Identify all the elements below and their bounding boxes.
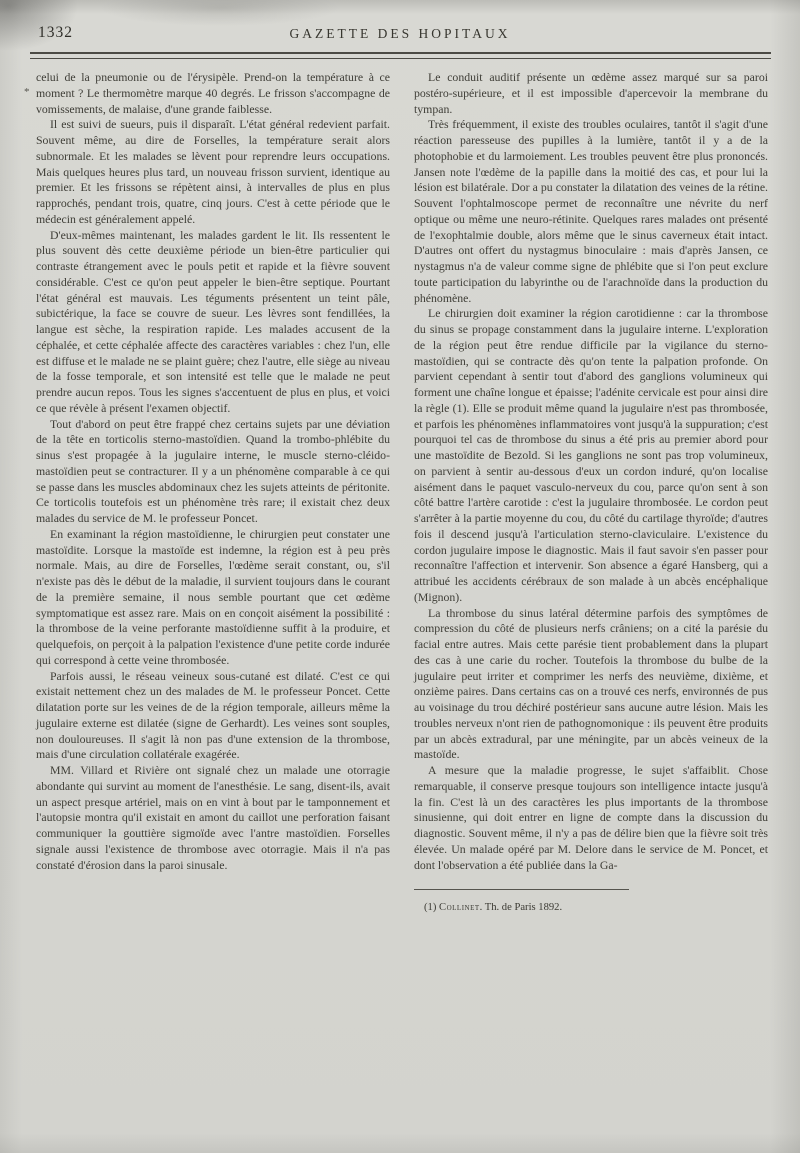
footnote-text <box>414 900 768 916</box>
footnote-rest: . Th. de Paris 1892. <box>479 902 563 914</box>
page-number: 1332 <box>38 24 73 41</box>
paragraph: A mesure que la maladie progresse, le sujet s'affaiblit. Chose remarquable, il conserve presque toujours son intelligence intacte jusqu'à la fin. C'est là un des caractères les plus importants de la thrombose sinusienne, qui doit entrer en ligne de compte dans la discussion du diagnostic. Souvent même, il n'y a pas de délire bien que la fièvre soit très élevée. Un malade opéré par M. Delore dans le service de M. Poncet, et dont l'observation a été publiée dans la Ga- <box>414 763 768 872</box>
footnote-ref: (1) <box>424 902 440 914</box>
article-body <box>36 70 768 916</box>
journal-title: GAZETTE DES HOPITAUX <box>289 26 511 41</box>
paragraph: MM. Villard et Rivière ont signalé chez un malade une otorragie abondante qui survint au moment de l'anesthésie. Le sang, disent-ils, avait un aspect presque artériel, mais on en vint à bout par le tamponnement et l'autopsie montra qu'il existait en amont du caillot une perforation faisant communiquer la gouttière sigmoïde avec l'antre mastoïdien. Forselles signale aussi l'existence de thrombose avec otorragie. Mais il n'a pas constaté d'érosion dans la paroi sinusale. <box>36 763 390 872</box>
footnote <box>414 889 768 916</box>
paragraph: La thrombose du sinus latéral détermine parfois des symptômes de compression du côté de plusieurs nerfs crâniens; on a cité la parésie du facial entre autres. Mais cette parésie tient probablement dans la plupart des cas à une carie du rocher. Toutefois la thrombose du bulbe de la jugulaire peut irriter et comprimer les nerfs des neuvième, dixième, et onzième paires. Dans certains cas on a trouvé ces nerfs, environnés de pus au voisinage du trou déchiré postérieur sans aucune autre lésion. Mais les troubles nerveux n'ont rien de pathognomonique : ils peuvent être produits par un abcès extradural, par une méningite, par un abcès veineux de la mastoïde. <box>414 605 768 762</box>
paragraph: Le conduit auditif présente un œdème assez marqué sur sa paroi postéro-supérieure, et il est impossible d'apercevoir la membrane du tympan. <box>414 70 768 116</box>
paragraph: Très fréquemment, il existe des troubles oculaires, tantôt il s'agit d'une réaction paresseuse des pupilles à la lumière, tantôt il y a de la photophobie et du larmoiement. Les troubles peuvent être plus prononcés. Jansen note l'œdème de la papille dans la moitié des cas, et pour lui la lésion est bilatérale. Dor a pu constater la dilatation des veines de la rétine. Souvent l'ophtalmoscope permet de reconnaître une névrite du nerf optique ou même une neuro-rétinite. Quelques rares malades ont présenté de l'exophtalmie double, alors même que le sinus caverneux était intact. D'autres ont offert du nystagmus binoculaire : mais d'après Jansen, ce nystagmus n'a de valeur comme signe de phlébite que si l'on peut exclure toute participation du labyrinthe ou de l'arachnoïde dans la production du phénomène. <box>414 117 768 305</box>
paragraph: Tout d'abord on peut être frappé chez certains sujets par une déviation de la tête en torticolis sterno-mastoïdien. Quand la trombo-phlébite du sinus s'est propagée à la jugulaire interne, le muscle sterno-cléido-mastoïdien peut se contracturer. Il y a un phénomène comparable à ce qui se passe dans les muscles abdominaux chez les sujets atteints de péritonite. Ce torticolis toutefois est un phénomène très rare; il existait chez deux malades du service de M. le professeur Poncet. <box>36 416 390 525</box>
paragraph: Le chirurgien doit examiner la région carotidienne : car la thrombose du sinus se propage constamment dans la jugulaire interne. L'exploration de la région peut être rendue difficile par la vigilance du sterno-mastoïdien, qui se contracte dès qu'on tente la palpation profonde. On parvient cependant à sentir tout d'abord des ganglions volumineux qui forment une chaîne longue et épaisse; l'adénite cervicale est pour ainsi dire la règle (1). Elle se produit même quand la jugulaire n'est pas thrombosée, et parfois les phénomènes inflammatoires vont jusqu'à la suppuration; c'est pourquoi tel cas de thrombose du sinus a été pris au premier abord pour une mastoïdite de Bezold. Si les ganglions ne sont pas trop volumineux, on parvient à sentir au-dessous d'eux un cordon induré, qu'on localise aisément dans le paquet vasculo-nerveux du cou, parce qu'on sent à son côté battre l'artère carotide : c'est la jugulaire thrombosée. Le cordon peut s'arrêter à la partie moyenne du cou, du côté du cartilage thyroïde; d'autres fois il descend jusqu'à l'articulation sterno-claviculaire. L'existence du cordon jugulaire impose le diagnostic. Mais il faut savoir s'en passer pour reconnaître l'affection et intervenir. Son absence a égaré Hansberg, qui a attribué les accidents cérébraux de son malade à un abcès encéphalique (Mignon). <box>414 306 768 604</box>
footnote-author: Collinet <box>439 902 480 914</box>
header-rule <box>30 52 771 59</box>
paragraph: D'eux-mêmes maintenant, les malades gardent le lit. Ils ressentent le plus souvent dès cette deuxième période un bien-être particulier qui contraste étrangement avec le pouls petit et rapide et la fièvre souvent considérable. C'est ce qu'on peut appeler le bien-être septique. Pourtant l'état général est mauvais. Les téguments présentent un teint pâle, subictérique, la face se couvre de sueur. Les lèvres sont fendillées, la langue est sèche, la respiration rapide. Les malades accusent de la céphalée, et cette céphalée affecte des caractères variables : chez l'un, elle est diffuse et le malade ne se plaint guère; chez l'autre, elle siège au niveau de la fosse temporale, et son intensité est telle que le malade ne peut prendre aucun repos. Tous les signes s'accentuent de plus en plus, et voici ce que révèle à présent l'examen objectif. <box>36 227 390 415</box>
paragraph: celui de la pneumonie ou de l'érysipèle. Prend-on la température à ce moment ? Le thermomètre marque 40 degrés. Le frisson s'accompagne de vomissements, de malaise, d'une grande faiblesse. <box>36 70 390 116</box>
paragraph: Il est suivi de sueurs, puis il disparaît. L'état général redevient parfait. Souvent même, au dire de Forselles, la température serait alors subnormale. Et les malades se lèvent pour reprendre leurs occupations. Mais quelques heures plus tard, un nouveau frisson survient, identique au premier. Et les frissons se répètent ainsi, à intervalles de plus en plus rapprochés, pendant trois, quatre, cinq jours. C'est à cette période que le médecin est généralement appelé. <box>36 117 390 226</box>
margin-mark: * <box>24 86 30 98</box>
left-column <box>36 70 390 916</box>
paragraph: En examinant la région mastoïdienne, le chirurgien peut constater une mastoïdite. Lorsque la mastoïde est indemne, la région est à peu près normale. Mais, au dire de Forselles, l'œdème serait constant, ou, s'il n'existe pas dès le début de la maladie, il survient toujours dans le courant de la première semaine, il nous semble pourtant que cet œdème symptomatique est assez rare. Mais on en conçoit aisément la possibilité : la thrombose de la veine perforante mastoïdienne suffit à la produire, et quelquefois, on perçoit à la palpation l'existence d'une petite corde indurée qui correspond à cette veine thrombosée. <box>36 526 390 667</box>
right-column <box>414 70 768 916</box>
footnote-rule <box>414 889 629 890</box>
paragraph: Parfois aussi, le réseau veineux sous-cutané est dilaté. C'est ce qui existait nettement chez un des malades de M. le professeur Poncet. Cette dilatation porte sur les veines de de la région temporale, ailleurs même la jugulaire externe est dilatée (signe de Gerhardt). Les veines sont souples, non douloureuses. Il s'agit là non pas d'une extension de la thrombose, mais d'une circulation collatérale exagérée. <box>36 668 390 762</box>
